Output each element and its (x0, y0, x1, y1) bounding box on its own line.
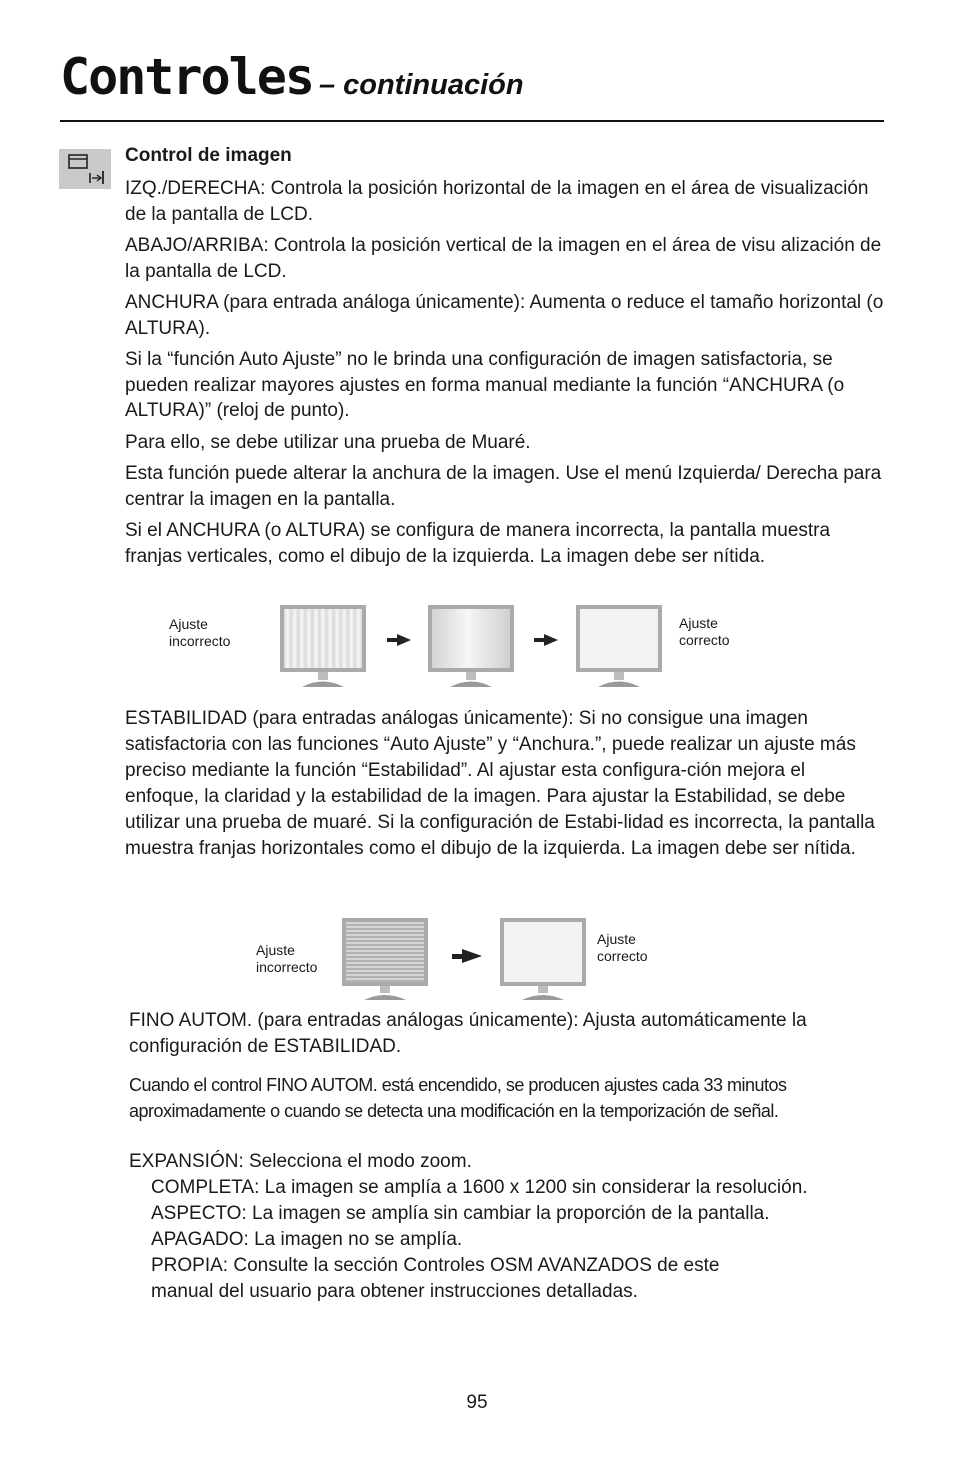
arrow-icon (387, 634, 411, 646)
paragraph: Si el ANCHURA (o ALTURA) se configura de manera incorrecta, la pantalla muestra franjas verticales, como el dibujo de la izquierda. La imagen debe ser nítida. (125, 520, 831, 567)
figure1-label-incorrect: Ajuste incorrecto (169, 616, 231, 649)
monitor-incorrect (280, 605, 366, 687)
title-main: Controles (60, 48, 313, 106)
title-subtitle: – continuación (318, 69, 524, 101)
fine-auto-note: Cuando el control FINO AUTOM. está encendido, se producen ajustes cada 33 minutos aproximadamente o cuando se detecta una modificación en la temporización de señal. (129, 1075, 787, 1121)
expansion-block (129, 1149, 899, 1305)
section-title: Control de imagen (125, 145, 292, 166)
paragraph: Si la “función Auto Ajuste” no le brinda una configuración de imagen satisfactoria, se pueden realizar mayores ajustes en forma manual mediante la función “ANCHURA (o ALTURA)” (reloj de punto). (125, 349, 845, 421)
monitor-correct (576, 605, 662, 687)
paragraph: Esta función puede alterar la anchura de la imagen. Use el menú Izquierda/ Derecha para centrar la imagen en la pantalla. (125, 463, 882, 510)
expansion-item-aspecto: ASPECTO: La imagen se amplía sin cambiar la proporción de la pantalla. (151, 1203, 770, 1224)
fine-auto-paragraph: FINO AUTOM. (para entradas análogas únicamente): Ajusta automáticamente la configuración de ESTABILIDAD. (129, 1010, 807, 1057)
arrow-icon (534, 634, 558, 646)
page-number: 95 (466, 1392, 488, 1413)
expansion-item-apagado: APAGADO: La imagen no se amplía. (151, 1229, 463, 1250)
monitor-correct (500, 918, 586, 1000)
figure1-label-correct: Ajuste correcto (679, 615, 730, 648)
paragraph: ANCHURA (para entrada análoga únicamente): Aumenta o reduce el tamaño horizontal (o ALTURA). (125, 292, 884, 339)
image-control-icon (59, 149, 111, 189)
figure2-label-correct: Ajuste correcto (597, 931, 648, 964)
page-title (60, 48, 524, 106)
section-body (125, 176, 885, 575)
arrow-icon (452, 949, 482, 963)
monitor-intermediate (428, 605, 514, 687)
expansion-item-propia: PROPIA: Consulte la sección Controles OSM AVANZADOS de este manual del usuario para obtener instrucciones detalladas. (151, 1255, 720, 1302)
stability-paragraph: ESTABILIDAD (para entradas análogas únicamente): Si no consigue una imagen satisfactoria con las funciones “Auto Ajuste” y “Anchura.”, puede realizar un ajuste más preciso mediante la función “Estabilidad”. Al ajustar esta configura-ción mejora el enfoque, la claridad y la estabilidad de la imagen. Para ajustar la Estabilidad, se debe utilizar una prueba de muaré. Si la configuración de Estabi-lidad es incorrecta, la pantalla muestra franjas horizontales como el dibujo de la izquierda. La imagen debe ser nítida. (125, 708, 875, 859)
expansion-item-completa: COMPLETA: La imagen se amplía a 1600 x 1200 sin considerar la resolución. (151, 1177, 808, 1198)
header-rule (60, 120, 884, 122)
expansion-heading: EXPANSIÓN: Selecciona el modo zoom. (129, 1151, 472, 1172)
paragraph: IZQ./DERECHA: Controla la posición horizontal de la imagen en el área de visualización de la pantalla de LCD. (125, 178, 869, 225)
paragraph: Para ello, se debe utilizar una prueba de Muaré. (125, 431, 531, 453)
paragraph: ABAJO/ARRIBA: Controla la posición vertical de la imagen en el área de visu alización de la pantalla de LCD. (125, 235, 882, 282)
figure2-monitors (338, 914, 598, 1004)
figure1-monitors (270, 600, 670, 692)
figure2-label-incorrect: Ajuste incorrecto (256, 942, 318, 975)
monitor-incorrect (342, 918, 428, 1000)
